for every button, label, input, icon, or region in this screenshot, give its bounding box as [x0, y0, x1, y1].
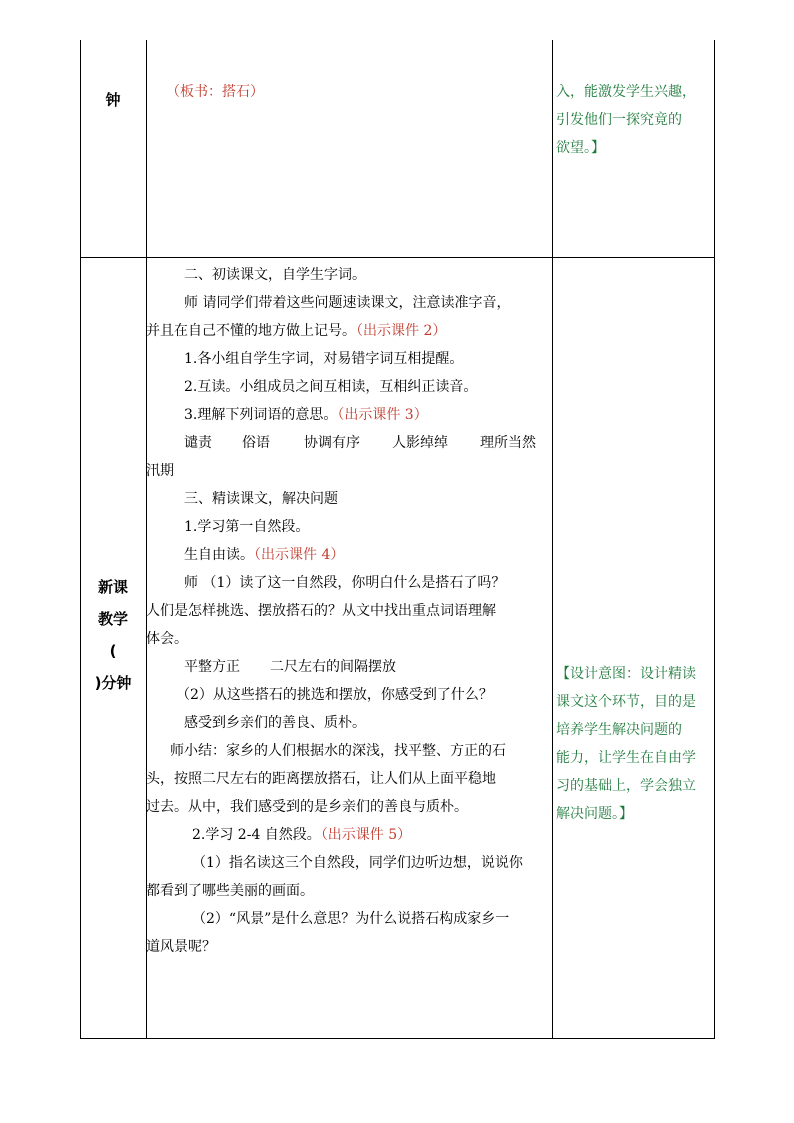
- vocab-list: 谴责 俗语 协调有序 人影绰绰 理所当然: [184, 435, 536, 451]
- row1-label-text: 钟: [105, 91, 121, 109]
- table-border-bottom: [80, 1038, 715, 1039]
- keyword-list: 平整方正 二尺左右的间隔摆放: [184, 659, 396, 675]
- courseware-ref: （出示课件 4）: [254, 547, 345, 563]
- courseware-ref: （出示课件 3）: [337, 407, 428, 423]
- table-border-right: [714, 40, 715, 1039]
- row1-design-note: 入，能激发学生兴趣， 引发他们一探究竟的 欲望。】: [556, 84, 696, 156]
- row1-content: [150, 78, 550, 106]
- row2-label: 新课 教学 ( )分钟: [94, 578, 132, 692]
- row-divider: [80, 257, 715, 258]
- section-heading-3: 三、精读课文，解决问题: [184, 491, 338, 507]
- table-border-left: [80, 40, 81, 1039]
- courseware-ref: （出示课件 5）: [320, 827, 412, 843]
- board-note: （板书：搭石）: [166, 84, 264, 100]
- courseware-ref: （出示课件 2）: [356, 323, 447, 339]
- row1-label: [80, 90, 146, 110]
- section-heading-2: 二、初读课文，自学生字词。: [184, 267, 366, 283]
- row2-design-note: 【设计意图：设计精读 课文这个环节，目的是 培养学生解决问题的 能力，让学生在自由学 习的基础上，学会独立 解决问题。】: [556, 666, 696, 822]
- row2-content: 二、初读课文，自学生字词。 师 请同学们带着这些问题速读课文，注意读准字音， 并且在自己不懂的地方做上记号。（出示课件 2） 1.各小组自学生字词，对易错字词互相提醒。 2.互读。小组成员之间互相读，互相纠正读音。 3.理解下列词语的意思。（出示课件 3） 谴责 俗语 协调有序 人影绰绰 理所当然 汛期 三、精读课文，解决问题 1.学习第一自然段。 生自由读。（出示课件 4） 师 （1）读了这一自然段，你明白什么是搭石了吗？ 人们是怎样挑选、摆放搭石的？从文中找出重点词语理解 体会。 平整方正 二尺左右的间隔摆放 （2）从这些搭石的挑选和摆放，你感受到了什么？ 感受到乡亲们的善良、质朴。 师小结：家乡的人们根据水的深浅，找平整、方正的石 头，按照二尺左右的距离摆放搭石，让人们从上面平稳地 过去。从中，我们感受到的是乡亲们的善良与质朴。 2.学习 2-4 自然段。（出示课件 5） （1）指名读这三个自然段，同学们边听边想，说说你 都看到了哪些美丽的画面。 （2）“风景”是什么意思？为什么说搭石构成家乡一 道风景呢？: [146, 261, 552, 961]
- table-divider-2: [552, 40, 553, 1039]
